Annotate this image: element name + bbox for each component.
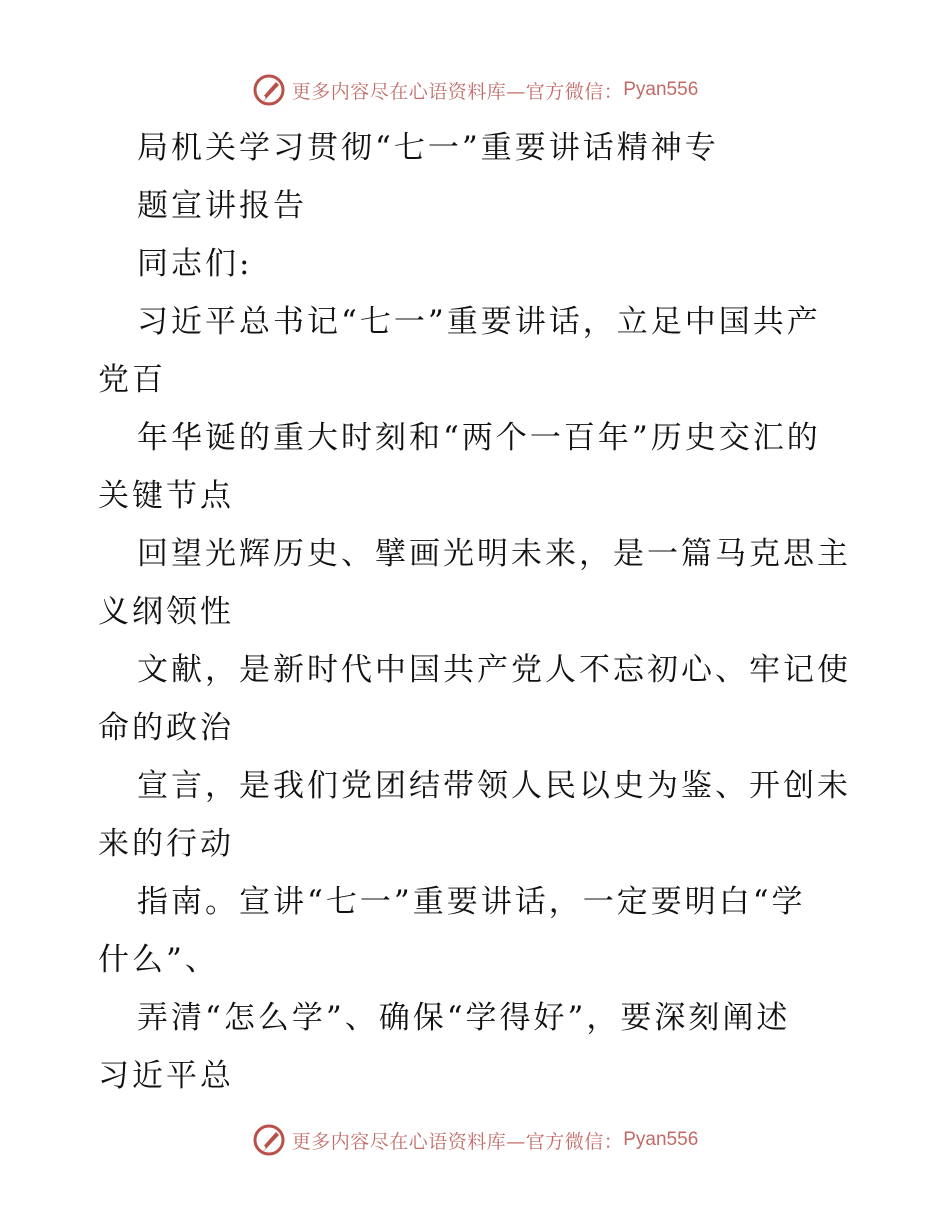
document-title-line-2: 题宣讲报告	[137, 188, 307, 224]
paragraph-line: 弄清“怎么学”、确保“学得好”，要深刻阐述	[137, 1000, 791, 1036]
paragraph-line: 关键节点	[98, 478, 234, 514]
paragraph-line: 命的政治	[98, 710, 234, 746]
paragraph-line: 年华诞的重大时刻和“两个一百年”历史交汇的	[137, 420, 821, 456]
document-title-line-1: 局机关学习贯彻“七一”重要讲话精神专	[137, 130, 719, 166]
watermark-wechat-id: Pyan556	[623, 1129, 699, 1150]
paragraph-line: 来的行动	[98, 826, 234, 862]
watermark-footer	[0, 1120, 950, 1160]
paragraph-line: 什么”、	[98, 942, 219, 978]
watermark-text: 更多内容尽在心语资料库—官方微信：	[291, 1130, 624, 1153]
paragraph-line: 回望光辉历史、擘画光明未来，是一篇马克思主	[137, 536, 851, 572]
pen-logo-icon	[252, 73, 286, 107]
paragraph-line: 习近平总书记“七一”重要讲话，立足中国共产	[137, 304, 821, 340]
paragraph-line: 指南。宣讲“七一”重要讲话，一定要明白“学	[137, 884, 806, 920]
paragraph-line: 习近平总	[98, 1058, 234, 1094]
paragraph-line: 党百	[98, 362, 166, 398]
salutation: 同志们:	[137, 246, 253, 282]
pen-logo-icon	[252, 1123, 286, 1157]
paragraph-line: 文献，是新时代中国共产党人不忘初心、牢记使	[137, 652, 851, 688]
watermark-text: 更多内容尽在心语资料库—官方微信：	[291, 80, 624, 103]
watermark-wechat-id: Pyan556	[623, 79, 699, 100]
paragraph-line: 宣言，是我们党团结带领人民以史为鉴、开创未	[137, 768, 851, 804]
watermark-header	[0, 70, 950, 110]
paragraph-line: 义纲领性	[98, 594, 234, 630]
